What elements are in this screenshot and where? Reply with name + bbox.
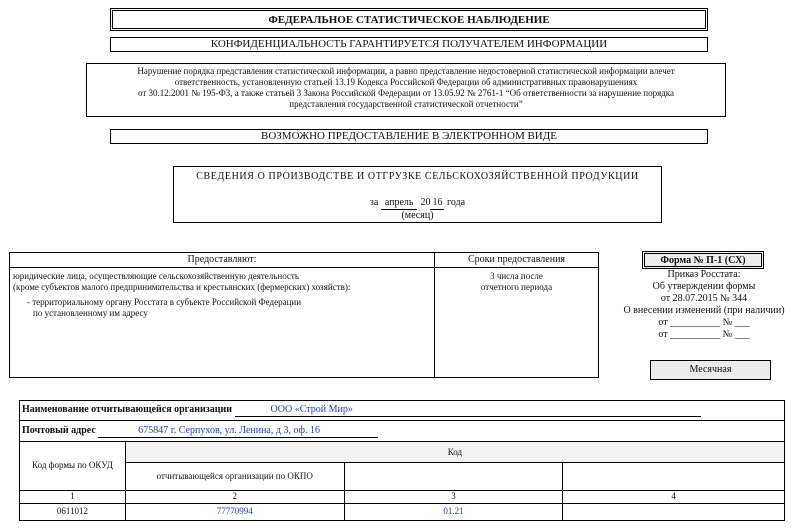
period-year: 16 (432, 197, 443, 208)
row-divider (19, 420, 785, 421)
approval-line: О внесении изменений (при наличии) (623, 305, 785, 316)
column-number: 3 (344, 490, 563, 503)
deadline-line: 3 числа после (490, 271, 543, 281)
periodicity-box (650, 360, 771, 380)
warning-line: от 30.12.2001 № 195-ФЗ, а также статьей 3 Закона Российской Федерации от 13.05.92 № 2761-1 “Об ответственности за нарушение порядка (137, 88, 675, 98)
deadlines-header-text: Сроки предоставления (467, 254, 566, 265)
okud-code-cell[interactable]: 0611012 (20, 503, 126, 520)
code-header: Код (125, 442, 784, 463)
form-number: Форма № П-1 (СХ) (660, 255, 746, 266)
approval-line: от __________ № ___ (658, 329, 750, 340)
deadlines-cell (436, 271, 597, 293)
submitters-line: юридические лица, осуществляющие сельскохозяйственную деятельность (13, 271, 299, 281)
report-title-box (173, 166, 662, 223)
period-year-prefix: 20 (420, 197, 431, 208)
org-address-row (22, 425, 782, 438)
submitters-line: - территориальному органу Росстата в субъекте Российской Федерации (27, 297, 302, 307)
submitters-header (9, 252, 435, 268)
column-number: 4 (563, 490, 785, 503)
legal-warning-box (86, 63, 726, 117)
codes-table (19, 441, 785, 521)
submitters-line: (кроме субъектов малого предпринимательства и крестьянских (фермерских) хозяйств): (13, 282, 351, 292)
electronic-submission-banner (110, 129, 708, 144)
confidentiality-text: КОНФИДЕНЦИАЛЬНОСТЬ ГАРАНТИРУЕТСЯ ПОЛУЧАТЕЛЕМ ИНФОРМАЦИИ (210, 38, 608, 50)
federal-observation-title-text: ФЕДЕРАЛЬНОЕ СТАТИСТИЧЕСКОЕ НАБЛЮДЕНИЕ (268, 14, 550, 26)
column-number: 1 (20, 490, 126, 503)
federal-observation-title (110, 8, 708, 31)
org-name-row (22, 404, 782, 417)
period-prefix: за (369, 197, 379, 208)
form-approval-info (610, 269, 798, 341)
report-period (174, 197, 661, 210)
warning-line: Нарушение порядка представления статистической информации, а равно представление недостоверной статистической информации влечет (137, 66, 675, 76)
org-name-label: Наименование отчитывающейся организации (22, 404, 233, 415)
approval-line: Об утверждении формы (652, 281, 756, 292)
report-title: СВЕДЕНИЯ О ПРОИЗВОДСТВЕ И ОТГРУЗКЕ СЕЛЬСКОХОЗЯЙСТВЕННОЙ ПРОДУКЦИИ (196, 171, 639, 182)
code-3-cell[interactable]: 01.21 (344, 503, 563, 520)
submitters-cell (13, 271, 431, 319)
org-address-value[interactable]: 675847 г. Серпухов, ул. Ленина, д 3, оф. 16 (98, 425, 378, 438)
period-month: апрель (381, 197, 418, 210)
periodicity-value: Месячная (689, 364, 732, 375)
okud-header: Код формы по ОКУД (20, 442, 126, 491)
column-number: 2 (125, 490, 344, 503)
form-number-box (642, 251, 764, 269)
okpo-header: отчитывающейся организации по ОКПО (125, 463, 344, 490)
deadline-line: отчетного периода (480, 282, 553, 292)
submitters-header-text: Предоставляют: (187, 254, 257, 265)
approval-line: от __________ № ___ (658, 317, 750, 328)
warning-line: представления государственной статистической отчетности” (289, 99, 523, 109)
month-caption: (месяц) (401, 210, 434, 221)
approval-line: Приказ Росстата: (667, 269, 741, 280)
deadlines-header (434, 252, 599, 268)
code-4-cell[interactable] (563, 503, 785, 520)
empty-header-cell (344, 463, 563, 490)
okpo-code-cell[interactable]: 77770994 (125, 503, 344, 520)
org-address-label: Почтовый адрес (22, 425, 96, 436)
period-year-suffix: года (446, 197, 466, 208)
empty-header-cell (563, 463, 785, 490)
confidentiality-banner (110, 37, 708, 52)
warning-line: ответственность, установленную статьей 13.19 Кодекса Российской Федерации об административных правонарушениях (174, 77, 638, 87)
electronic-submission-text: ВОЗМОЖНО ПРЕДОСТАВЛЕНИЕ В ЭЛЕКТРОННОМ ВИДЕ (261, 130, 557, 142)
approval-line: от 28.07.2015 № 344 (660, 293, 748, 304)
org-name-value[interactable]: ООО «Строй Мир» (235, 404, 701, 417)
submitters-line: по установленному им адресу (33, 308, 148, 318)
table-column-divider (434, 252, 435, 378)
